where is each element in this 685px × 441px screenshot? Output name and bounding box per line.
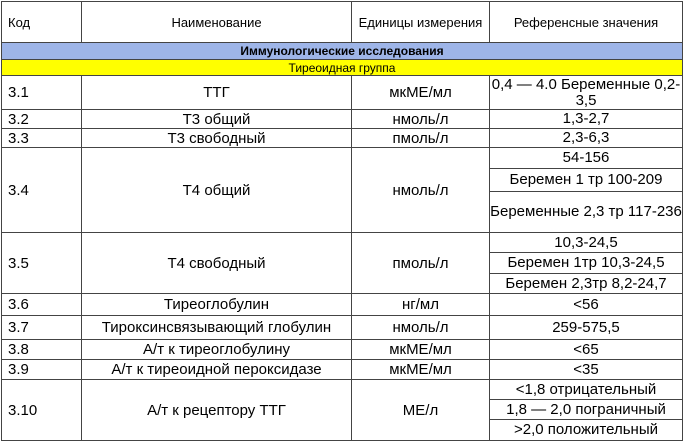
row-code: 3.9: [2, 360, 82, 380]
row-code: 3.4: [2, 148, 82, 233]
row-units: мкМЕ/мл: [352, 340, 490, 360]
row-units: пмоль/л: [352, 233, 490, 294]
table-row: [2, 76, 683, 110]
row-name: Т3 общий: [82, 110, 352, 129]
row-name: Тироксинсвязывающий глобулин: [82, 316, 352, 340]
table-row: [2, 148, 683, 169]
reference-values-table: [1, 1, 683, 441]
row-units: нмоль/л: [352, 148, 490, 233]
row-units: мкМЕ/мл: [352, 360, 490, 380]
header-row: [2, 2, 683, 43]
row-reference: >2,0 положительный: [490, 420, 683, 441]
header-units: Единицы измерения: [352, 2, 490, 43]
row-reference: <35: [490, 360, 683, 380]
row-code: 3.1: [2, 76, 82, 110]
table-row: [2, 233, 683, 253]
row-reference: <56: [490, 294, 683, 316]
row-units: пмоль/л: [352, 129, 490, 148]
section-title: Иммунологические исследования: [2, 43, 683, 60]
row-units: МЕ/л: [352, 380, 490, 441]
header-name: Наименование: [82, 2, 352, 43]
row-reference: <1,8 отрицательный: [490, 380, 683, 400]
group-title: Тиреоидная группа: [2, 60, 683, 76]
row-reference: Беременные 2,3 тр 117-236: [490, 192, 683, 233]
header-code: Код: [2, 2, 82, 43]
row-name: Т3 свободный: [82, 129, 352, 148]
row-name: Тиреоглобулин: [82, 294, 352, 316]
table-row: [2, 380, 683, 400]
row-name: А/т к тиреоидной пероксидазе: [82, 360, 352, 380]
table-row: [2, 129, 683, 148]
row-units: нмоль/л: [352, 110, 490, 129]
row-reference: 0,4 — 4.0 Беременные 0,2-3,5: [490, 76, 683, 110]
table-row: [2, 340, 683, 360]
row-name: А/т к тиреоглобулину: [82, 340, 352, 360]
row-name: Т4 общий: [82, 148, 352, 233]
row-reference: 10,3-24,5: [490, 233, 683, 253]
table-row: [2, 316, 683, 340]
row-code: 3.2: [2, 110, 82, 129]
row-code: 3.10: [2, 380, 82, 441]
row-reference: 1,8 — 2,0 пограничный: [490, 400, 683, 420]
table-row: [2, 360, 683, 380]
header-reference: Референсные значения: [490, 2, 683, 43]
row-units: нмоль/л: [352, 316, 490, 340]
row-code: 3.3: [2, 129, 82, 148]
row-name: ТТГ: [82, 76, 352, 110]
row-reference: 2,3-6,3: [490, 129, 683, 148]
row-reference: Беремен 2,3тр 8,2-24,7: [490, 274, 683, 294]
row-reference: 54-156: [490, 148, 683, 169]
row-units: нг/мл: [352, 294, 490, 316]
row-code: 3.6: [2, 294, 82, 316]
row-name: Т4 свободный: [82, 233, 352, 294]
row-reference: <65: [490, 340, 683, 360]
row-name: А/т к рецептору ТТГ: [82, 380, 352, 441]
row-reference: Беремен 1 тр 100-209: [490, 169, 683, 192]
section-row: [2, 43, 683, 60]
table-row: [2, 294, 683, 316]
table-row: [2, 110, 683, 129]
group-row: [2, 60, 683, 76]
row-reference: 259-575,5: [490, 316, 683, 340]
row-code: 3.7: [2, 316, 82, 340]
row-units: мкМЕ/мл: [352, 76, 490, 110]
row-code: 3.8: [2, 340, 82, 360]
row-code: 3.5: [2, 233, 82, 294]
row-reference: 1,3-2,7: [490, 110, 683, 129]
row-reference: Беремен 1тр 10,3-24,5: [490, 253, 683, 274]
